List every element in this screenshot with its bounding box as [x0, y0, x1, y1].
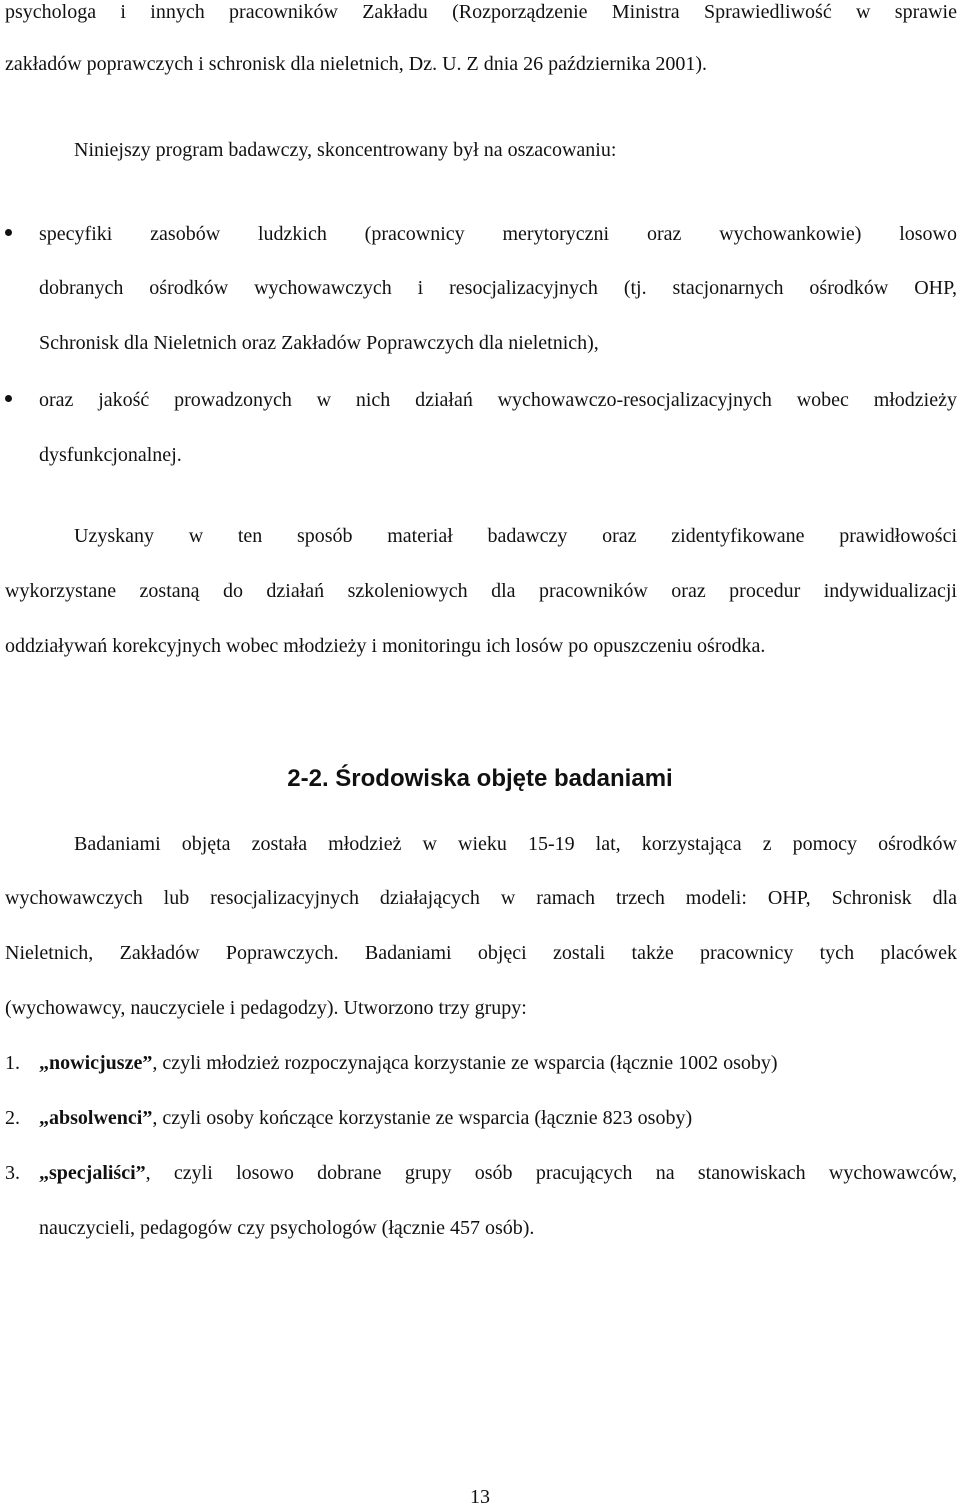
text-line: oddziaływań korekcyjnych wobec młodzieży i monitoringu ich losów po opuszczeniu ośrodka. — [5, 635, 766, 657]
text-line: Nieletnich, Zakładów Poprawczych. Badaniami objęci zostali także pracownicy tych placówek — [5, 942, 957, 964]
bullet-item-line: specyfiki zasobów ludzkich (pracownicy merytoryczni oraz wychowankowie) losowo — [39, 223, 957, 245]
text-line: Badaniami objęta została młodzież w wieku 15-19 lat, korzystająca z pomocy ośrodków — [74, 833, 957, 855]
bullet-item-line: dysfunkcjonalnej. — [39, 444, 182, 466]
list-term: „specjaliści” — [39, 1162, 146, 1184]
list-text: , czyli osoby kończące korzystanie ze wsparcia (łącznie 823 osoby) — [152, 1107, 693, 1129]
list-item — [39, 1161, 957, 1185]
text-line: Uzyskany w ten sposób materiał badawczy oraz zidentyfikowane prawidłowości — [74, 525, 957, 547]
text-line: wykorzystane zostaną do działań szkoleniowych dla pracowników oraz procedur indywidualizacji — [5, 580, 957, 602]
bullet-icon — [5, 395, 12, 402]
text-line: wychowawczych lub resocjalizacyjnych działających w ramach trzech modeli: OHP, Schronisk dla — [5, 887, 957, 909]
list-term: „nowicjusze” — [39, 1052, 153, 1074]
bullet-item-line: dobranych ośrodków wychowawczych i resocjalizacyjnych (tj. stacjonarnych ośrodków OHP, — [39, 277, 957, 299]
text-line: (wychowawcy, nauczyciele i pedagodzy). Utworzono trzy grupy: — [5, 997, 527, 1019]
list-item — [39, 1051, 778, 1075]
bullet-item-line: oraz jakość prowadzonych w nich działań wychowawczo-resocjalizacyjnych wobec młodzieży — [39, 389, 957, 411]
page-number: 13 — [470, 1486, 490, 1508]
list-number: 3. — [5, 1162, 20, 1184]
list-text: , czyli losowo dobrane grupy osób pracujących na stanowiskach wychowawców, — [145, 1162, 957, 1184]
bullet-item-line: Schronisk dla Nieletnich oraz Zakładów Poprawczych dla nieletnich), — [39, 332, 599, 354]
text-line: Niniejszy program badawczy, skoncentrowany był na oszacowaniu: — [74, 139, 617, 161]
text-line: zakładów poprawczych i schronisk dla nieletnich, Dz. U. Z dnia 26 października 2001). — [5, 53, 707, 75]
list-text: , czyli młodzież rozpoczynająca korzystanie ze wsparcia (łącznie 1002 osoby) — [152, 1052, 778, 1074]
list-item-continuation: nauczycieli, pedagogów czy psychologów (łącznie 457 osób). — [39, 1217, 535, 1239]
list-item — [39, 1106, 692, 1130]
list-number: 1. — [5, 1052, 20, 1074]
list-number: 2. — [5, 1107, 20, 1129]
section-heading: 2-2. Środowiska objęte badaniami — [287, 765, 673, 792]
bullet-icon — [5, 229, 12, 236]
list-term: „absolwenci” — [39, 1107, 153, 1129]
text-line: psychologa i innych pracowników Zakładu (Rozporządzenie Ministra Sprawiedliwość w sprawie — [5, 1, 957, 23]
